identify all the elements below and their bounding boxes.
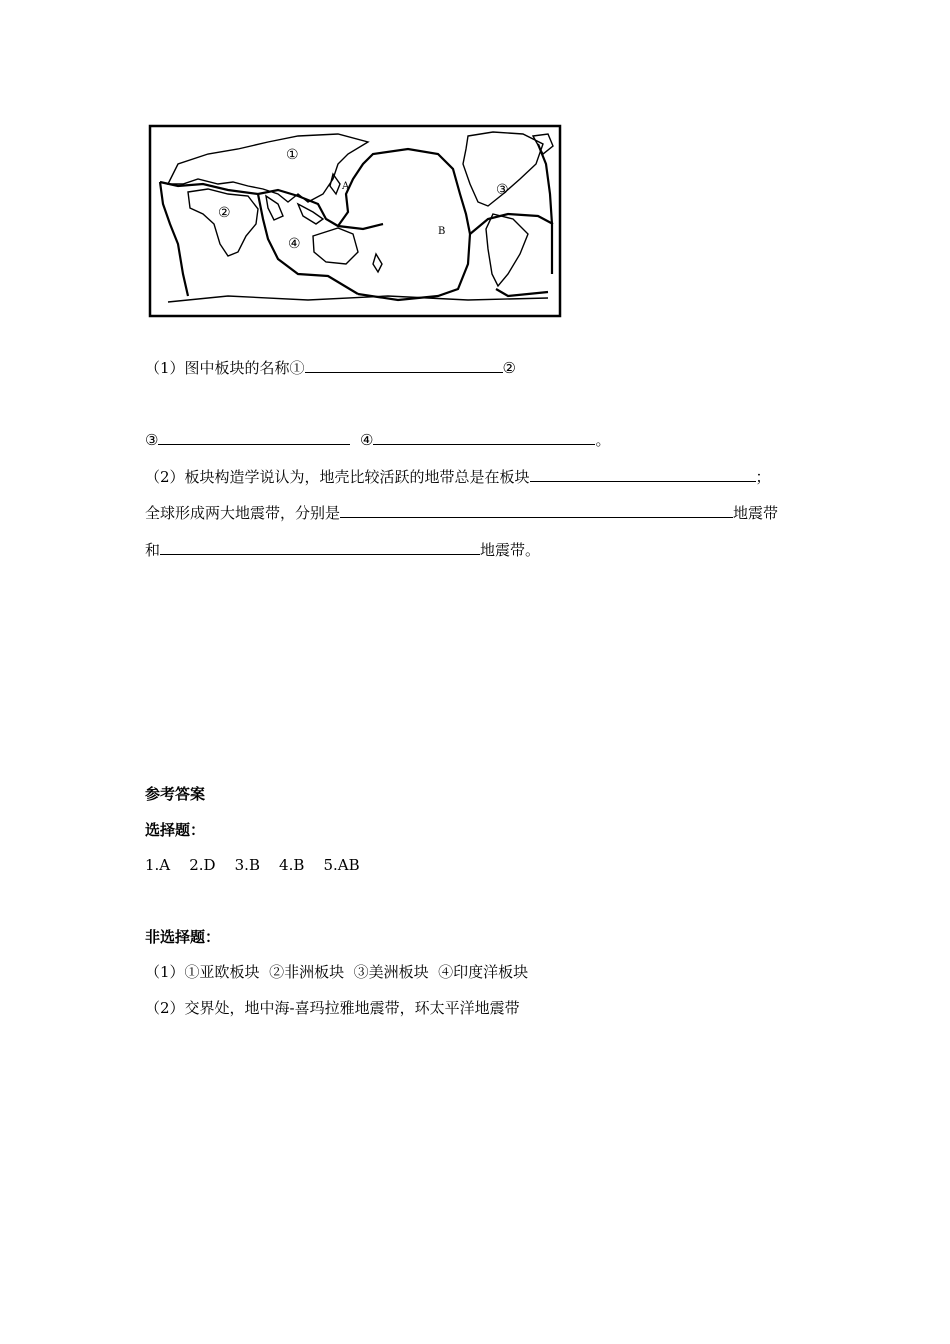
choice-answers: 1.A 2.D 3.B 4.B 5.AB (145, 856, 360, 874)
question-1-line-1 (145, 357, 516, 378)
question-1-prefix: （1）图中板块的名称① (145, 359, 305, 377)
question-2-text-1-end: ； (755, 468, 771, 486)
question-2-text-3-end: 地震带。 (480, 541, 541, 559)
answer-blank-belt-2[interactable] (160, 539, 480, 555)
choice-heading: 选择题： (145, 821, 206, 839)
plate-label-2: ② (218, 205, 231, 221)
question-2-text-3: 和 (145, 541, 161, 559)
question-1-mark-3: ③ (145, 431, 159, 449)
answer-blank-1[interactable] (305, 357, 503, 373)
plate-map (148, 124, 562, 318)
nonchoice-heading: 非选择题： (145, 928, 221, 946)
plate-label-3: ③ (496, 182, 509, 198)
answer-blank-belt-1[interactable] (340, 502, 733, 518)
point-label-a: A (342, 181, 350, 192)
answer-blank-4[interactable] (373, 429, 595, 445)
question-2-line-1 (145, 466, 771, 487)
question-1-mark-2: ② (502, 359, 516, 377)
answer-1: （1）①亚欧板块 ②非洲板块 ③美洲板块 ④印度洋板块 (145, 963, 529, 981)
question-1-line-2 (145, 429, 610, 450)
question-1-mark-4: ④ (360, 431, 374, 449)
question-2-text-1: （2）板块构造学说认为，地壳比较活跃的地带总是在板块 (145, 468, 530, 486)
answer-2: （2）交界处，地中海-喜玛拉雅地震带，环太平洋地震带 (145, 999, 520, 1017)
question-1-end: 。 (595, 431, 611, 449)
point-label-b: B (438, 226, 446, 237)
question-2-text-2: 全球形成两大地震带，分别是 (145, 504, 341, 522)
answer-blank-boundary[interactable] (530, 466, 756, 482)
plate-label-4: ④ (288, 236, 301, 252)
answer-blank-3[interactable] (158, 429, 350, 445)
question-2-line-3 (145, 539, 540, 560)
answers-heading: 参考答案 (145, 785, 206, 803)
plate-label-1: ① (286, 147, 299, 163)
question-2-line-2 (145, 502, 778, 523)
question-2-text-2-end: 地震带 (733, 504, 779, 522)
